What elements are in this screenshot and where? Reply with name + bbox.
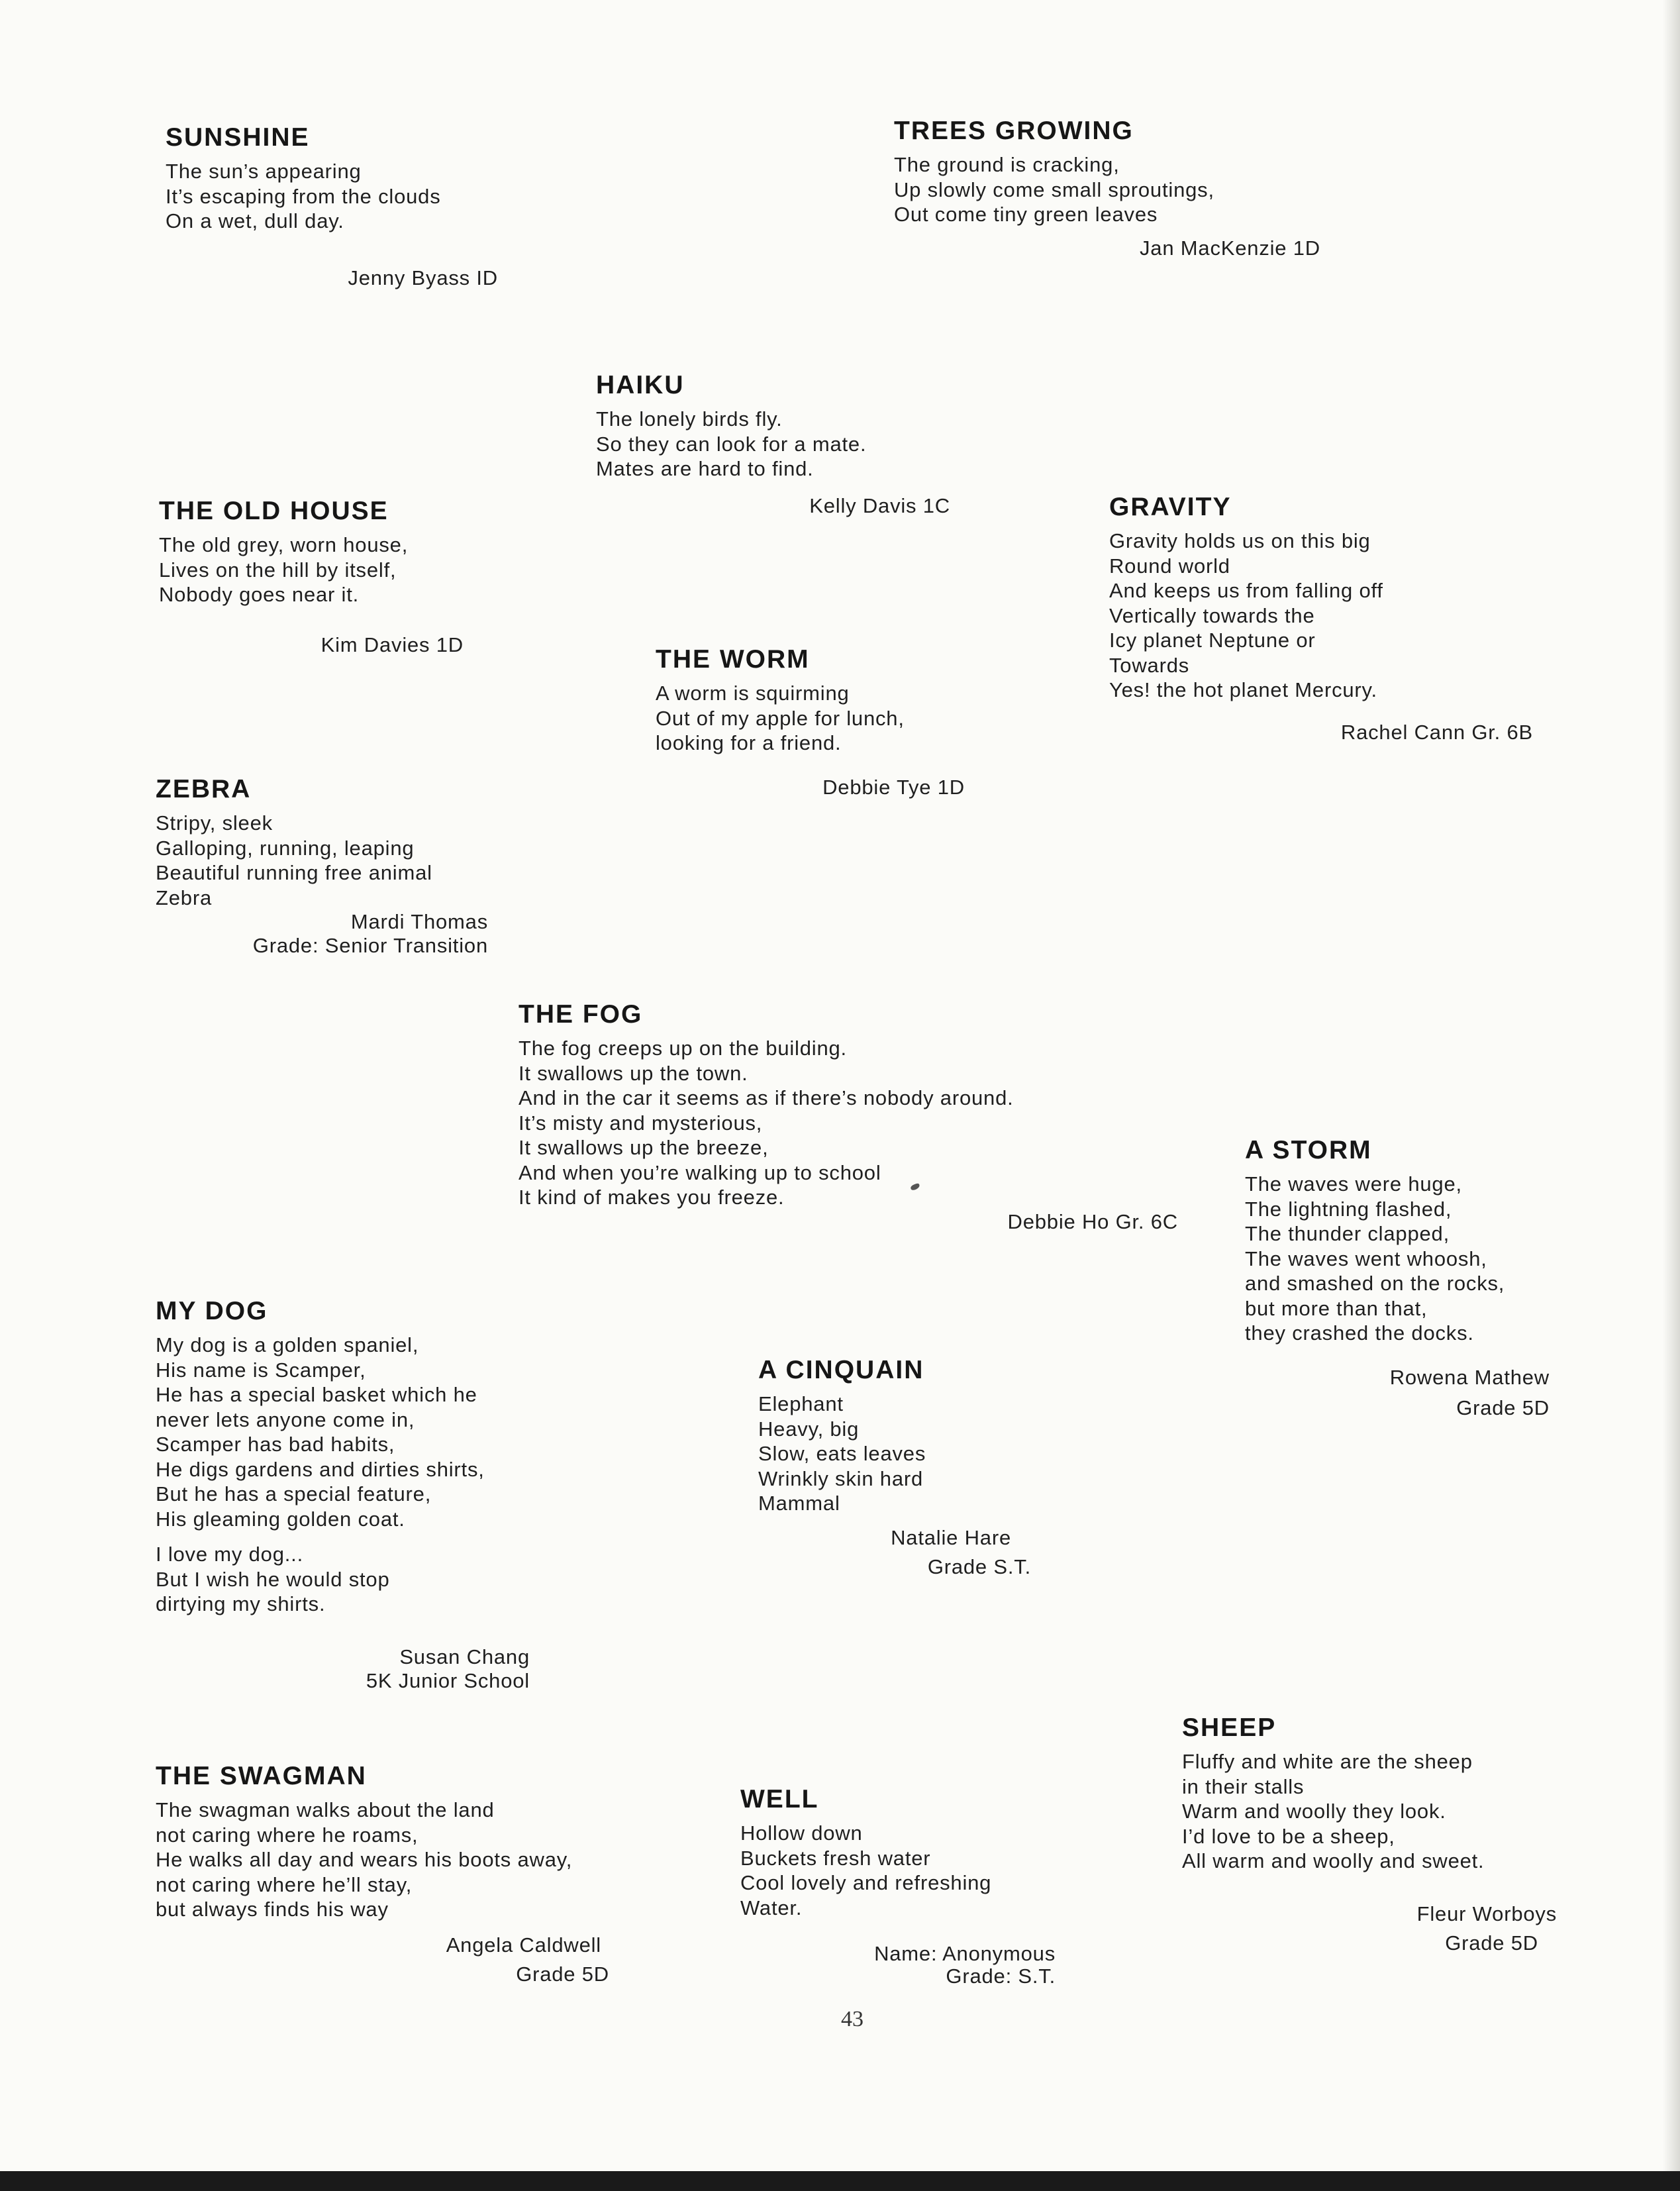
poem-haiku	[596, 371, 866, 482]
poem-line: And when you’re walking up to school	[519, 1160, 881, 1184]
poem-body	[1245, 1172, 1505, 1346]
poem-zebra	[156, 775, 432, 910]
poem-credit	[1390, 1363, 1550, 1423]
poem-line: Scamper has bad habits,	[156, 1433, 395, 1456]
poem-title: THE SWAGMAN	[156, 1762, 367, 1790]
poem-body	[758, 1392, 926, 1516]
poem-body	[740, 1821, 991, 1920]
poem-title: SUNSHINE	[166, 123, 310, 152]
poem-line: And keeps us from falling off	[1109, 579, 1383, 602]
poem-line: Zebra	[156, 886, 212, 909]
poem-line: It’s misty and mysterious,	[519, 1111, 763, 1135]
poem-line: Up slowly come small sproutings,	[894, 178, 1214, 201]
poem-line: But I wish he would stop	[156, 1567, 390, 1591]
author-name: Jenny Byass ID	[348, 266, 498, 289]
poem-line: The fog creeps up on the building.	[519, 1037, 847, 1060]
poem-credit	[1341, 718, 1533, 747]
poem-line: He has a special basket which he	[156, 1383, 477, 1406]
author-name: Rachel Cann Gr. 6B	[1340, 721, 1533, 744]
author-name: Angela Caldwell	[446, 1933, 601, 1957]
poem-line: and smashed on the rocks,	[1245, 1272, 1505, 1295]
poem-the-fog	[519, 1000, 1014, 1210]
author-grade: 5K Junior School	[366, 1669, 530, 1692]
poem-body	[156, 1333, 485, 1617]
poem-my-dog	[156, 1297, 485, 1617]
poem-line: He walks all day and wears his boots away,	[156, 1848, 573, 1871]
poem-line: Lives on the hill by itself,	[159, 558, 397, 582]
poem-line: dirtying my shirts.	[156, 1592, 326, 1615]
poem-line: in their stalls	[1182, 1774, 1305, 1798]
page-edge-shadow	[1663, 0, 1680, 2171]
poem-line: Mates are hard to find.	[596, 457, 814, 480]
author-grade: Grade S.T.	[927, 1555, 1031, 1578]
poem-line: Stripy, sleek	[156, 811, 273, 835]
poem-line: looking for a friend.	[656, 731, 842, 754]
poem-body	[156, 1798, 572, 1922]
poem-line: A worm is squirming	[656, 682, 850, 705]
poem-line: It swallows up the breeze,	[519, 1136, 769, 1159]
poem-credit	[891, 1523, 1031, 1582]
poem-body	[596, 407, 866, 482]
poem-line: The lightning flashed,	[1245, 1197, 1452, 1221]
poem-line: Mammal	[758, 1492, 840, 1515]
poem-body	[1109, 529, 1383, 703]
poem-line: I’d love to be a sheep,	[1182, 1824, 1395, 1848]
poem-line: Icy planet Neptune or	[1109, 629, 1316, 652]
poem-line: Buckets fresh water	[740, 1846, 931, 1870]
poem-body	[894, 152, 1214, 227]
poem-line: The lonely birds fly.	[596, 407, 783, 431]
poem-the-old-house	[159, 497, 408, 607]
author-grade: Grade 5D	[516, 1962, 609, 1986]
poem-title: A CINQUAIN	[758, 1356, 924, 1384]
poem-well	[740, 1785, 991, 1920]
poem-line: I love my dog...	[156, 1543, 304, 1566]
poem-line: never lets anyone come in,	[156, 1407, 415, 1431]
poem-title: GRAVITY	[1109, 493, 1232, 521]
poem-title: THE WORM	[656, 645, 810, 674]
poem-line: Warm and woolly they look.	[1182, 1800, 1446, 1823]
poem-credit	[348, 264, 498, 293]
author-name: Jan MacKenzie 1D	[1140, 236, 1320, 260]
poem-line: Water.	[740, 1896, 803, 1919]
poem-credit	[1140, 234, 1320, 263]
stanza-break	[156, 1531, 485, 1542]
poem-title: THE OLD HOUSE	[159, 497, 389, 525]
poem-credit	[1416, 1900, 1557, 1958]
poem-line: And in the car it seems as if there’s nobody around.	[519, 1086, 1014, 1109]
poem-credit	[366, 1643, 530, 1696]
author-name: Rowena Mathew	[1389, 1366, 1550, 1389]
poem-title: MY DOG	[156, 1297, 268, 1325]
author-grade: Grade 5D	[1456, 1396, 1550, 1419]
poem-sheep	[1182, 1713, 1484, 1874]
poem-credit	[446, 1931, 609, 1989]
poem-line: Galloping, running, leaping	[156, 836, 415, 860]
poem-line: Fluffy and white are the sheep	[1182, 1750, 1473, 1773]
poem-line: Hollow down	[740, 1821, 863, 1845]
scan-bottom-edge	[0, 2171, 1680, 2191]
poem-line: His name is Scamper,	[156, 1358, 366, 1382]
poem-line: His gleaming golden coat.	[156, 1507, 405, 1531]
poem-gravity	[1109, 493, 1383, 703]
poem-line: It swallows up the town.	[519, 1061, 748, 1085]
poem-line: The waves were huge,	[1245, 1172, 1462, 1196]
page-number: 43	[841, 2007, 864, 2031]
poem-line: The old grey, worn house,	[159, 533, 409, 556]
poem-title: THE FOG	[519, 1000, 643, 1029]
poem-line: Out come tiny green leaves	[894, 203, 1158, 226]
poem-line: Beautiful running free animal	[156, 861, 432, 884]
poem-the-swagman	[156, 1762, 572, 1922]
poem-line: Elephant	[758, 1392, 844, 1415]
poem-credit	[822, 773, 965, 802]
poem-line: It kind of makes you freeze.	[519, 1186, 785, 1209]
poem-credit	[321, 631, 464, 660]
poem-body	[166, 159, 441, 234]
poem-line: But he has a special feature,	[156, 1482, 432, 1505]
author-name: Natalie Hare	[891, 1526, 1011, 1549]
author-name: Debbie Ho Gr. 6C	[1007, 1210, 1178, 1233]
poem-credit	[1008, 1207, 1178, 1237]
poem-line: He digs gardens and dirties shirts,	[156, 1457, 485, 1481]
poem-line: but more than that,	[1245, 1296, 1428, 1320]
poem-line: It’s escaping from the clouds	[166, 184, 441, 208]
poem-title: A STORM	[1245, 1136, 1372, 1164]
poem-title: HAIKU	[596, 371, 685, 399]
poem-sunshine	[166, 123, 441, 234]
poem-body	[156, 811, 432, 910]
poem-line: The waves went whoosh,	[1245, 1247, 1487, 1270]
poem-line: not caring where he’ll stay,	[156, 1872, 413, 1896]
poem-line: On a wet, dull day.	[166, 209, 344, 232]
author-name: Fleur Worboys	[1416, 1902, 1557, 1925]
poem-body	[519, 1036, 1014, 1210]
poem-line: Heavy, big	[758, 1417, 860, 1441]
poem-line: Slow, eats leaves	[758, 1442, 926, 1465]
poem-line: All warm and woolly and sweet.	[1182, 1849, 1485, 1872]
author-grade: Grade: S.T.	[946, 1964, 1056, 1988]
author-name: Mardi Thomas	[350, 910, 488, 933]
poem-trees-growing	[894, 117, 1214, 227]
poem-title: SHEEP	[1182, 1713, 1277, 1742]
author-name: Susan Chang	[399, 1645, 530, 1668]
poem-body	[1182, 1749, 1484, 1874]
poem-body	[159, 533, 408, 607]
author-grade: Grade: Senior Transition	[252, 934, 488, 957]
poem-line: Towards	[1109, 653, 1190, 677]
author-name: Kim Davies 1D	[321, 633, 464, 656]
poem-line: Vertically towards the	[1109, 603, 1315, 627]
poem-credit	[874, 1939, 1056, 1991]
poem-line: Out of my apple for lunch,	[656, 706, 905, 730]
poem-a-storm	[1245, 1136, 1505, 1346]
poem-line: The sun’s appearing	[166, 160, 362, 183]
poem-title: ZEBRA	[156, 775, 252, 803]
poem-line: So they can look for a mate.	[596, 432, 867, 456]
poem-line: Cool lovely and refreshing	[740, 1871, 992, 1894]
poem-line: Wrinkly skin hard	[758, 1466, 924, 1490]
poem-line: but always finds his way	[156, 1898, 389, 1921]
poem-line: not caring where he roams,	[156, 1823, 419, 1847]
author-grade: Grade 5D	[1445, 1931, 1538, 1955]
poem-credit	[809, 491, 950, 521]
author-name: Kelly Davis 1C	[809, 494, 950, 517]
poem-body	[656, 681, 905, 756]
poem-a-cinquain	[758, 1356, 926, 1516]
poem-line: they crashed the docks.	[1245, 1321, 1474, 1345]
poem-the-worm	[656, 645, 905, 756]
poem-line: The thunder clapped,	[1245, 1222, 1450, 1245]
poem-credit	[253, 907, 488, 960]
poem-title: TREES GROWING	[894, 117, 1134, 145]
author-name: Name: Anonymous	[874, 1942, 1056, 1965]
poem-line: The ground is cracking,	[894, 153, 1120, 176]
poem-line: Round world	[1109, 554, 1230, 578]
poem-line: Nobody goes near it.	[159, 583, 360, 606]
poem-line: The swagman walks about the land	[156, 1798, 495, 1821]
poem-line: Gravity holds us on this big	[1109, 529, 1371, 552]
poem-line: Yes! the hot planet Mercury.	[1109, 678, 1377, 701]
poem-title: WELL	[740, 1785, 819, 1813]
author-name: Debbie Tye 1D	[822, 776, 965, 799]
poem-line: My dog is a golden spaniel,	[156, 1333, 419, 1356]
